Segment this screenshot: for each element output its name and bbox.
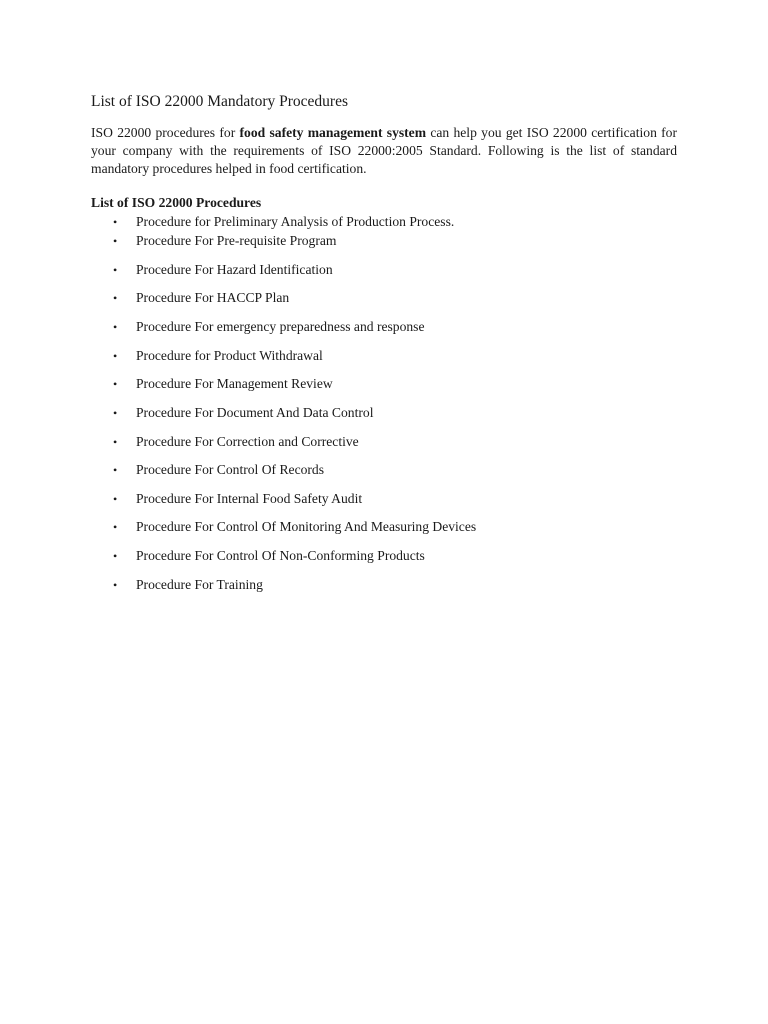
- procedure-label: Procedure For emergency preparedness and response: [136, 319, 425, 334]
- procedure-label: Procedure For HACCP Plan: [136, 290, 290, 305]
- procedure-label: Procedure For Management Review: [136, 376, 333, 391]
- bullet-icon: •: [113, 549, 118, 563]
- bullet-icon: •: [113, 463, 118, 477]
- bullet-icon: •: [113, 520, 118, 534]
- procedure-label: Procedure For Hazard Identification: [136, 262, 333, 277]
- bullet-icon: •: [113, 215, 118, 229]
- bullet-icon: •: [113, 578, 118, 592]
- bullet-icon: •: [113, 406, 118, 420]
- procedure-label: Procedure For Document And Data Control: [136, 405, 374, 420]
- intro-bold-phrase: food safety management system: [239, 125, 427, 140]
- procedure-label: Procedure For Control Of Monitoring And Measuring Devices: [136, 519, 477, 534]
- bullet-icon: •: [113, 349, 118, 363]
- procedure-label: Procedure For Internal Food Safety Audit: [136, 491, 363, 506]
- bullet-icon: •: [113, 320, 118, 334]
- list-heading: List of ISO 22000 Procedures: [91, 195, 262, 210]
- procedure-label: Procedure for Product Withdrawal: [136, 348, 323, 363]
- document-title: List of ISO 22000 Mandatory Procedures: [91, 93, 348, 110]
- procedure-label: Procedure For Training: [136, 577, 263, 592]
- bullet-icon: •: [113, 435, 118, 449]
- bullet-icon: •: [113, 263, 118, 277]
- intro-paragraph: [91, 124, 677, 178]
- procedure-label: Procedure For Correction and Corrective: [136, 434, 359, 449]
- procedure-label: Procedure For Control Of Records: [136, 462, 325, 477]
- bullet-icon: •: [113, 291, 118, 305]
- procedure-label: Procedure For Pre-requisite Program: [136, 233, 337, 248]
- bullet-icon: •: [113, 234, 118, 248]
- intro-text-end: can help you get ISO 22000 certification for your company with the requirements of ISO 22000:2005 Standard. Following is the list of standard mandatory procedures helped in food certification.: [91, 125, 677, 176]
- procedure-label: Procedure for Preliminary Analysis of Production Process.: [136, 214, 455, 229]
- bullet-icon: •: [113, 492, 118, 506]
- procedure-label: Procedure For Control Of Non-Conforming Products: [136, 548, 425, 563]
- intro-text-start: ISO 22000 procedures for: [91, 125, 240, 140]
- bullet-icon: •: [113, 377, 118, 391]
